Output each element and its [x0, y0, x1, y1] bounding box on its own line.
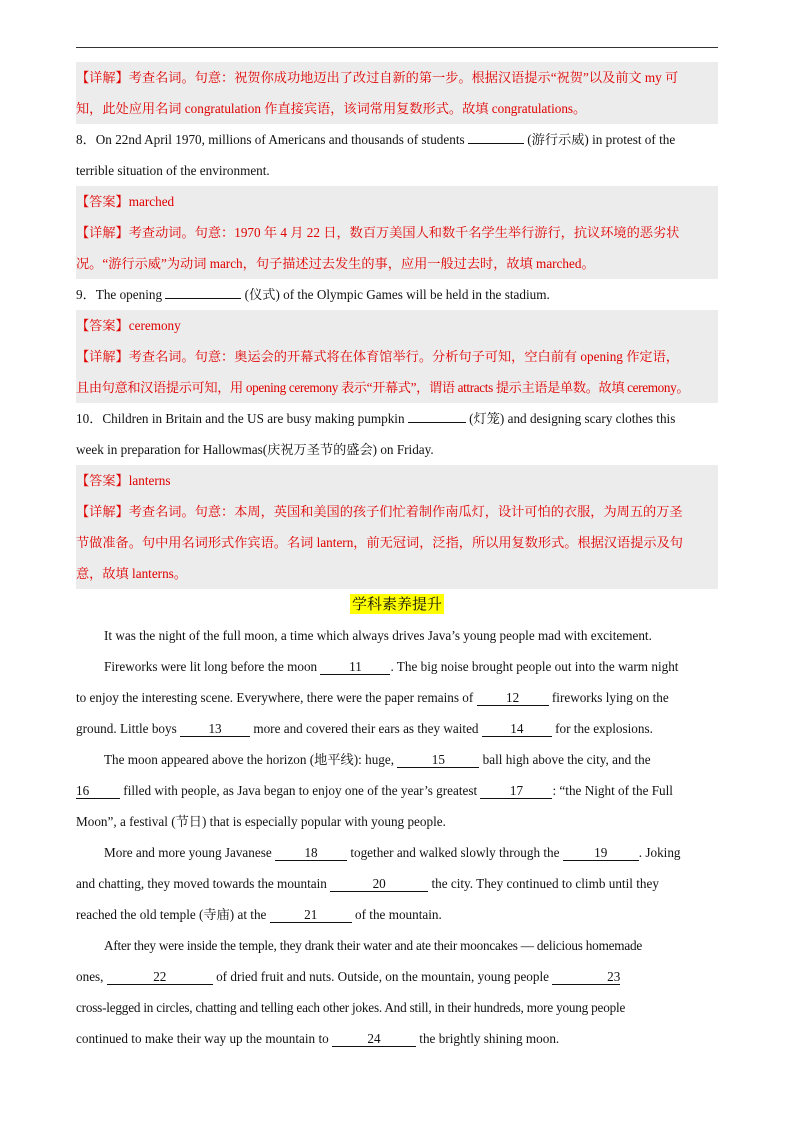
q8-question-line-1	[76, 124, 718, 155]
section-title: 学科素养提升	[351, 595, 442, 613]
q10-detail-line-2: 节做准备。句中用名词形式作宾语。名词 lantern，前无冠词，泛指，所以用复数形式。根据汉语提示及句	[76, 535, 683, 550]
blank-11: 11	[320, 660, 390, 675]
passage-text: ground. Little boys	[76, 721, 181, 736]
q7-detail-line-2: 知，此处应用名词 congratulation 作直接宾语，该词常用复数形式。故填 congratulations。	[76, 101, 587, 116]
passage-text: ball high above the city, and the	[479, 752, 651, 767]
blank-19: 19	[563, 846, 639, 861]
passage-p3-line-2	[76, 775, 718, 806]
passage-text: : “the Night of the Full	[552, 783, 673, 798]
q8-text-a: 8．On 22nd April 1970, millions of Americans and thousands of students	[76, 132, 468, 147]
blank-22: 22	[107, 970, 213, 985]
passage-text: . Joking	[638, 845, 681, 860]
page-content	[76, 62, 718, 1054]
passage-p4-line-1	[76, 837, 718, 868]
q9-question	[76, 279, 718, 310]
q8-detail-line-2: 况。“游行示威”为动词 march，句子描述过去发生的事，应用一般过去时，故填 marched。	[76, 256, 595, 271]
blank-15: 15	[397, 753, 479, 768]
q7-detail-block	[76, 62, 718, 124]
section-title-wrap	[76, 589, 718, 620]
q10-text-a: 10．Children in Britain and the US are busy making pumpkin	[76, 411, 408, 426]
passage-text: More and more young Javanese	[104, 845, 276, 860]
passage-p4-line-2	[76, 868, 718, 899]
passage-text: together and walked slowly through the	[347, 845, 563, 860]
blank-23: 23	[552, 970, 620, 985]
passage-p1: It was the night of the full moon, a time which always drives Java’s young people mad with excitement.	[104, 628, 652, 643]
q8-solution-block	[76, 186, 718, 279]
q10-solution-block	[76, 465, 718, 589]
q8-text-b: (游行示威) in protest of the	[523, 132, 676, 147]
passage-text: for the explosions.	[551, 721, 653, 736]
blank-13: 13	[180, 722, 250, 737]
q10-blank	[408, 422, 466, 423]
blank-14: 14	[482, 722, 552, 737]
q8-blank	[468, 143, 524, 144]
passage-p3-line-3: Moon”, a festival (节日) that is especially popular with young people.	[76, 814, 446, 829]
q9-blank	[165, 298, 241, 299]
q10-detail-line-1: 【详解】考查名词。句意：本周，英国和美国的孩子们忙着制作南瓜灯，设计可怕的衣服，为周五的万圣	[76, 504, 683, 519]
passage-text: ones,	[76, 969, 107, 984]
passage-text: the city. They continued to climb until they	[428, 876, 659, 891]
q9-solution-block	[76, 310, 718, 403]
blank-17: 17	[480, 784, 552, 799]
blank-21: 21	[270, 908, 352, 923]
passage-p4-line-3	[76, 899, 718, 930]
passage-text: to enjoy the interesting scene. Everywhere, there were the paper remains of	[76, 690, 477, 705]
blank-18: 18	[275, 846, 347, 861]
q10-text-b: (灯笼) and designing scary clothes this	[465, 411, 676, 426]
passage-text: of dried fruit and nuts. Outside, on the mountain, young people	[212, 969, 553, 984]
q8-question-line-2: terrible situation of the environment.	[76, 163, 270, 178]
blank-20: 20	[330, 877, 428, 892]
q8-detail-line-1: 【详解】考查动词。句意：1970 年 4 月 22 日，数百万美国人和数千名学生举行游行，抗议环境的恶劣状	[76, 225, 680, 240]
q8-answer: 【答案】marched	[76, 194, 175, 209]
passage-text: . The big noise brought people out into the warm night	[390, 659, 679, 674]
passage-p5-line-4	[76, 1023, 718, 1054]
q10-answer: 【答案】lanterns	[76, 473, 171, 488]
q9-detail-line-2: 且由句意和汉语提示可知，用 opening ceremony 表示“开幕式”，谓语 attracts 提示主语是单数。故填 ceremony。	[76, 380, 690, 395]
passage-text: Fireworks were lit long before the moon	[104, 659, 321, 674]
passage-text: reached the old temple (寺庙) at the	[76, 907, 270, 922]
q9-answer: 【答案】ceremony	[76, 318, 181, 333]
passage-p2-line-1	[76, 651, 718, 682]
blank-12: 12	[477, 691, 549, 706]
passage-text: The moon appeared above the horizon (地平线): huge,	[104, 752, 398, 767]
q10-question-line-2: week in preparation for Hallowmas(庆祝万圣节的盛会) on Friday.	[76, 442, 434, 457]
header-rule	[76, 47, 718, 48]
passage-p2-line-3	[76, 713, 718, 744]
passage-p3-line-1	[76, 744, 718, 775]
passage-text: fireworks lying on the	[548, 690, 669, 705]
passage-text: filled with people, as Java began to enjoy one of the year’s greatest	[120, 783, 481, 798]
q10-question-line-1	[76, 403, 718, 434]
passage-p5-line-3: cross-legged in circles, chatting and telling each other jokes. And still, in their hundreds, more young people	[76, 1000, 626, 1015]
q10-detail-line-3: 意，故填 lanterns。	[76, 566, 187, 581]
passage-text: of the mountain.	[351, 907, 442, 922]
blank-16: 16	[76, 784, 120, 799]
passage-text: and chatting, they moved towards the mountain	[76, 876, 331, 891]
blank-24: 24	[332, 1032, 416, 1047]
q9-text-b: (仪式) of the Olympic Games will be held in the stadium.	[241, 287, 550, 302]
q9-text-a: 9．The opening	[76, 287, 166, 302]
passage-text: more and covered their ears as they waited	[250, 721, 482, 736]
passage-p2-line-2	[76, 682, 718, 713]
passage-p5-line-2	[76, 961, 718, 992]
passage-p5-line-1: After they were inside the temple, they drank their water and ate their mooncakes — delicious homemade	[104, 938, 643, 953]
q7-detail-line-1: 【详解】考查名词。句意：祝贺你成功地迈出了改过自新的第一步。根据汉语提示“祝贺”以及前文 my 可	[76, 70, 679, 85]
passage-text: continued to make their way up the mountain to	[76, 1031, 332, 1046]
q9-detail-line-1: 【详解】考查名词。句意：奥运会的开幕式将在体育馆举行。分析句子可知，空白前有 opening 作定语，	[76, 349, 679, 364]
passage-text: the brightly shining moon.	[416, 1031, 560, 1046]
